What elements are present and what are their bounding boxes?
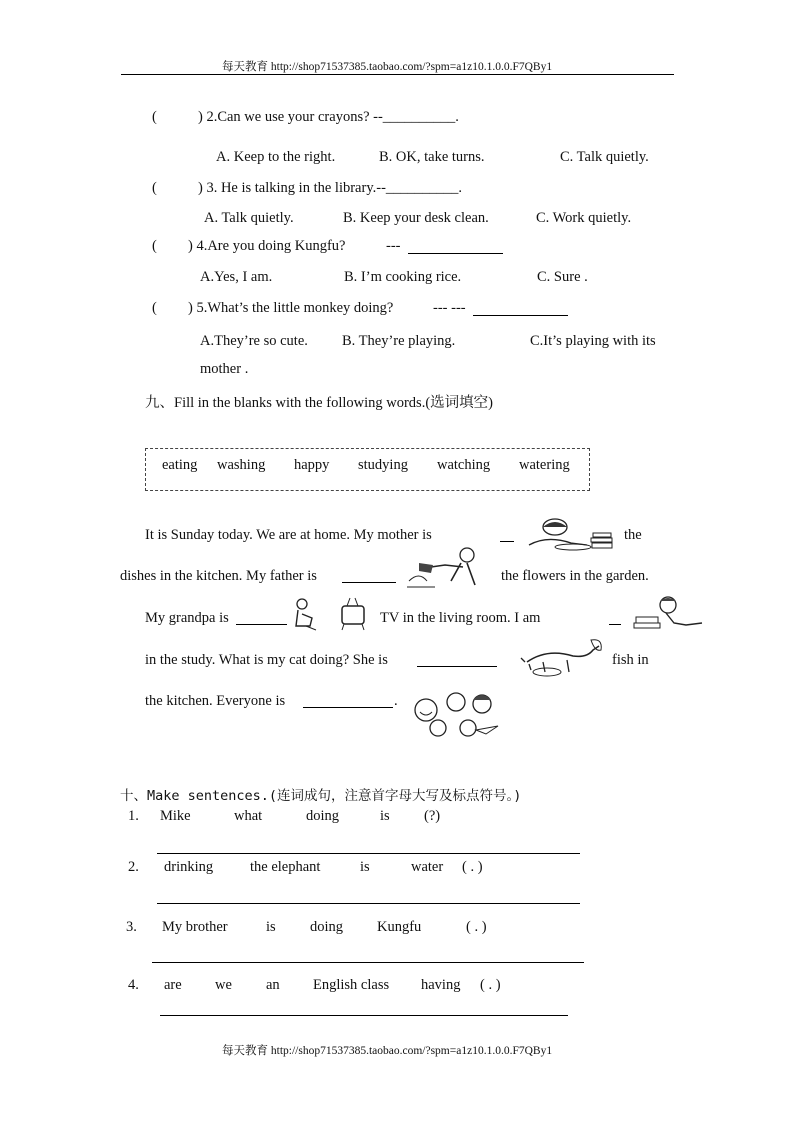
- word-bank-item: watching: [437, 457, 491, 473]
- q4-question: ) 4.Are you doing Kungfu?: [188, 238, 346, 254]
- s3-word: Kungfu: [377, 919, 422, 935]
- watering-flowers-picture: [405, 545, 493, 590]
- s2-word: water: [411, 859, 444, 875]
- q4-answer-line: [408, 253, 503, 254]
- s4-word: an: [266, 977, 280, 993]
- s2-word: drinking: [164, 859, 214, 875]
- q5-option-a: A.They’re so cute.: [200, 333, 308, 349]
- s3-word: is: [266, 919, 276, 935]
- word-bank-item: eating: [162, 457, 198, 473]
- q3-option-a: A. Talk quietly.: [204, 210, 294, 226]
- section9-title: 九、Fill in the blanks with the following words.(选词填空): [145, 395, 493, 411]
- q5-answer-line: [473, 315, 568, 316]
- word-bank-item: studying: [358, 457, 408, 473]
- q4-dash: ---: [386, 238, 401, 254]
- cat-eating-fish-picture: [517, 634, 605, 678]
- s2-number: 2.: [128, 859, 139, 875]
- q3-paren: (: [152, 180, 157, 196]
- s4-word: ( . ): [480, 977, 501, 993]
- blank-cat: [417, 666, 497, 667]
- q5-option-c: C.It’s playing with its: [530, 333, 656, 349]
- section10-title: 十、Make sentences.(连词成句，注意首字母大写及标点符号。): [120, 788, 522, 804]
- q5-paren: (: [152, 300, 157, 316]
- s1-word: is: [380, 808, 390, 824]
- s4-word: are: [164, 977, 182, 993]
- header-brand: 每天教育: [222, 61, 268, 73]
- passage-line-4b: fish in: [612, 652, 649, 668]
- s2-answer-line: [157, 903, 580, 904]
- s4-word: we: [215, 977, 232, 993]
- passage-line-2a: dishes in the kitchen. My father is: [120, 568, 317, 584]
- q2-option-a: A. Keep to the right.: [216, 149, 336, 165]
- footer-url: http://shop71537385.taobao.com/?spm=a1z10.1.0.0.F7QBy1: [270, 1045, 553, 1057]
- s1-answer-line: [157, 853, 580, 854]
- s4-word: having: [421, 977, 461, 993]
- q2-option-b: B. OK, take turns.: [379, 149, 485, 165]
- s3-word: My brother: [162, 919, 228, 935]
- s4-answer-line: [160, 1015, 568, 1016]
- passage-line-4a: in the study. What is my cat doing? She is: [145, 652, 388, 668]
- q5-option-c-cont: mother .: [200, 361, 249, 377]
- passage-line-1b: the: [624, 527, 642, 543]
- q4-paren: (: [152, 238, 157, 254]
- q5-question: ) 5.What’s the little monkey doing?: [188, 300, 394, 316]
- q2-question: ) 2.Can we use your crayons? --__________.: [198, 109, 459, 125]
- s1-word: (?): [424, 808, 441, 824]
- s3-answer-line: [152, 962, 584, 963]
- s1-word: what: [234, 808, 263, 824]
- footer-brand: 每天教育: [222, 1045, 268, 1057]
- q5-dash: --- ---: [433, 300, 466, 316]
- s2-word: ( . ): [462, 859, 483, 875]
- s2-word: is: [360, 859, 370, 875]
- s4-word: English class: [313, 977, 390, 993]
- washing-dishes-picture: [527, 515, 615, 551]
- q4-option-a: A.Yes, I am.: [200, 269, 273, 285]
- s1-word: Mike: [160, 808, 191, 824]
- header-url: http://shop71537385.taobao.com/?spm=a1z10.1.0.0.F7QBy1: [270, 61, 553, 73]
- passage-line-1a: It is Sunday today. We are at home. My mother is: [145, 527, 432, 543]
- page-footer: [222, 1042, 552, 1058]
- word-bank-item: happy: [294, 457, 330, 473]
- blank-grandpa: [236, 624, 287, 625]
- passage-line-2b: the flowers in the garden.: [501, 568, 649, 584]
- q2-paren: (: [152, 109, 157, 125]
- passage-line-5a: the kitchen. Everyone is: [145, 693, 286, 709]
- s3-word: ( . ): [466, 919, 487, 935]
- word-bank-item: watering: [519, 457, 570, 473]
- blank-everyone: [303, 707, 393, 708]
- happy-family-picture: [410, 690, 502, 738]
- q4-option-b: B. I’m cooking rice.: [344, 269, 462, 285]
- passage-line-3b: TV in the living room. I am: [380, 610, 541, 626]
- q5-option-b: B. They’re playing.: [342, 333, 456, 349]
- q2-option-c: C. Talk quietly.: [560, 149, 649, 165]
- passage-line-5b: .: [394, 693, 398, 709]
- studying-picture: [628, 595, 706, 631]
- word-bank-item: washing: [217, 457, 266, 473]
- header-rule: [121, 74, 674, 75]
- watching-tv-picture: [292, 596, 372, 632]
- passage-line-3a: My grandpa is: [145, 610, 229, 626]
- s3-word: doing: [310, 919, 344, 935]
- blank-i-am: [609, 624, 621, 625]
- q3-option-b: B. Keep your desk clean.: [343, 210, 489, 226]
- s3-number: 3.: [126, 919, 137, 935]
- s2-word: the elephant: [250, 859, 321, 875]
- blank-mother: [500, 541, 514, 542]
- s1-word: doing: [306, 808, 340, 824]
- s1-number: 1.: [128, 808, 139, 824]
- q4-option-c: C. Sure .: [537, 269, 588, 285]
- s4-number: 4.: [128, 977, 139, 993]
- blank-father: [342, 582, 396, 583]
- q3-option-c: C. Work quietly.: [536, 210, 632, 226]
- q3-question: ) 3. He is talking in the library.--__________.: [198, 180, 463, 196]
- page-header: [222, 58, 552, 74]
